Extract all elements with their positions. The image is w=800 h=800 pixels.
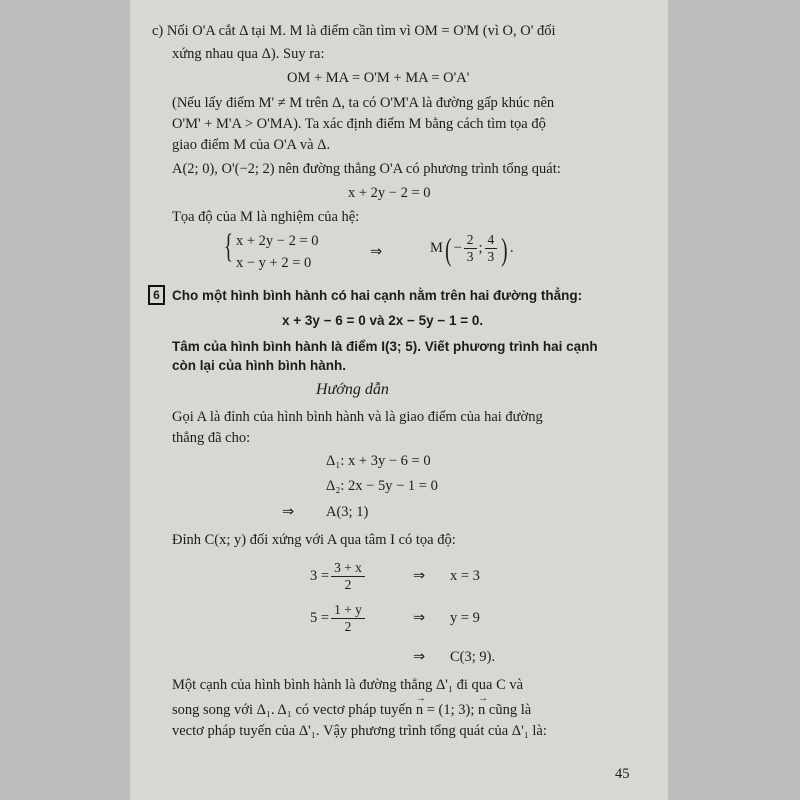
text-line: xứng nhau qua Δ). Suy ra: bbox=[172, 46, 325, 62]
point-a-result: A(3; 1) bbox=[326, 504, 369, 520]
guide-heading: Hướng dẫn bbox=[316, 381, 389, 398]
vector-n: → n bbox=[478, 701, 485, 719]
equation-x: 3 = $\frac{3 + x}{2}$ bbox=[310, 557, 367, 595]
problem-text: Cho một hình bình hành có hai cạnh nằm trên hai đường thẳng: bbox=[172, 288, 583, 303]
implies-arrow: ⇒ bbox=[370, 244, 383, 260]
book-page bbox=[130, 0, 668, 800]
text-line: Một cạnh của hình bình hành là đường thẳng Δ'₁ đi qua C và bbox=[172, 677, 524, 693]
equation: Δ₂: 2x − 5y − 1 = 0 bbox=[326, 478, 438, 494]
system-eq-2: x − y + 2 = 0 bbox=[236, 255, 312, 271]
equation: x + 2y − 2 = 0 bbox=[348, 185, 431, 201]
text-line: Gọi A là đỉnh của hình bình hành và là giao điểm của hai đường bbox=[172, 409, 543, 425]
problem-number-box: 6 bbox=[148, 285, 165, 305]
point-m-result: M( − $\frac{2}{3}$ ; $\frac{4}{3}$ ) . bbox=[430, 230, 514, 267]
equation: Δ₁: x + 3y − 6 = 0 bbox=[326, 453, 431, 469]
text-line: song song với Δ₁. Δ₁ có vectơ pháp tuyến → n = (1; 3); → n cũng là bbox=[172, 701, 531, 719]
text-line: Đỉnh C(x; y) đối xứng với A qua tâm I có tọa độ: bbox=[172, 532, 456, 548]
system-eq-1: x + 2y − 2 = 0 bbox=[236, 233, 319, 249]
text-line: A(2; 0), O'(−2; 2) nên đường thẳng O'A có phương trình tổng quát: bbox=[172, 161, 561, 177]
equation: OM + MA = O'M + MA = O'A' bbox=[287, 70, 470, 86]
problem-text: Tâm của hình bình hành là điểm I(3; 5). Viết phương trình hai cạnh bbox=[172, 339, 598, 354]
equation-y: 5 = $\frac{1 + y}{2}$ bbox=[310, 599, 367, 637]
implies-arrow: ⇒ bbox=[413, 568, 426, 584]
text-line: O'M' + M'A > O'MA). Ta xác định điểm M bằng cách tìm tọa độ bbox=[172, 116, 546, 132]
system-brace: { bbox=[224, 228, 233, 265]
implies-arrow: ⇒ bbox=[413, 610, 426, 626]
point-c-result: C(3; 9). bbox=[450, 649, 496, 665]
result-x: x = 3 bbox=[450, 568, 480, 584]
text-line: Tọa độ của M là nghiệm của hệ: bbox=[172, 209, 360, 225]
text-line: (Nếu lấy điểm M' ≠ M trên Δ, ta có O'M'A là đường gấp khúc nên bbox=[172, 95, 555, 111]
problem-equation: x + 3y − 6 = 0 và 2x − 5y − 1 = 0. bbox=[282, 313, 484, 328]
implies-arrow: ⇒ bbox=[413, 649, 426, 665]
text-line: c) Nối O'A cắt Δ tại M. M là điểm cần tìm vì OM = O'M (vì O, O' đối bbox=[152, 23, 556, 39]
text-line: giao điểm M của O'A và Δ. bbox=[172, 137, 331, 153]
result-y: y = 9 bbox=[450, 610, 480, 626]
text-line: vectơ pháp tuyến của Δ'₁. Vậy phương trình tổng quát của Δ'₁ là: bbox=[172, 723, 547, 739]
text-line: thẳng đã cho: bbox=[172, 430, 251, 446]
implies-arrow: ⇒ bbox=[282, 504, 295, 520]
problem-text: còn lại của hình bình hành. bbox=[172, 358, 347, 373]
vector-n: → n bbox=[416, 701, 423, 719]
page-number: 45 bbox=[615, 766, 630, 782]
